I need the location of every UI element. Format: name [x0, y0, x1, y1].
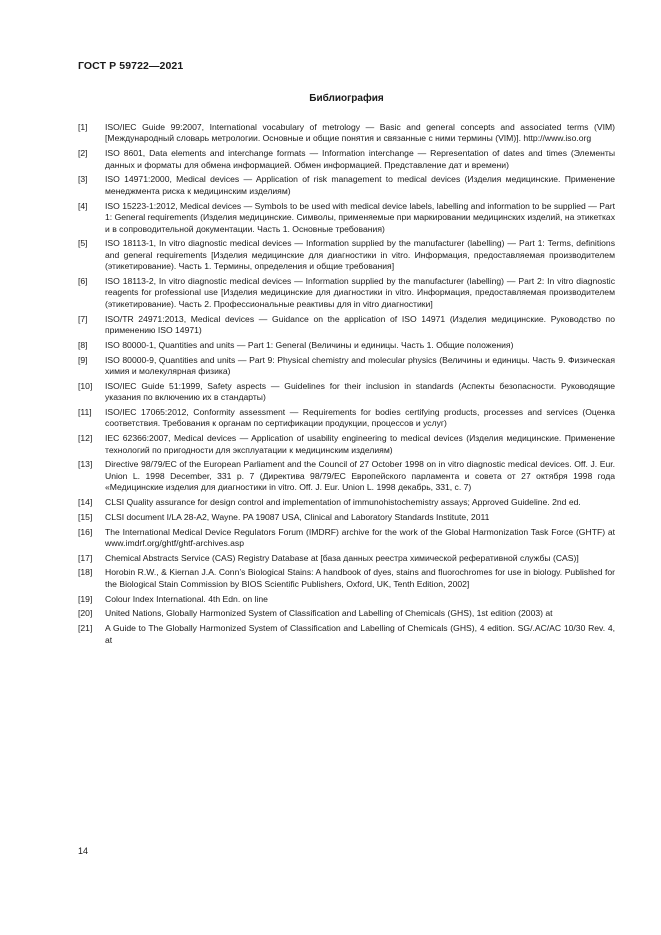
- entry-text: United Nations, Globally Harmonized System of Classification and Labelling of Chemicals (GHS), 1st edition (2003) at: [105, 608, 553, 619]
- entry-text: ISO 8601, Data elements and interchange formats — Information interchange — Representation of dates and times (Элементы данных и форматы для обмена информацией. Обмен информацией. Представление дат и времени): [105, 148, 615, 170]
- bibliography-entry: [78, 201, 615, 235]
- section-title: Библиография: [309, 93, 384, 104]
- entry-text: ISO/TR 24971:2013, Medical devices — Guidance on the application of ISO 14971 (Изделия медицинские. Руководство по применению ISO 14971): [105, 313, 615, 336]
- entry-number: [14]: [78, 497, 93, 507]
- entry-number: [5]: [78, 238, 88, 249]
- entry-text: ISO 80000-1, Quantities and units — Part 1: General (Величины и единицы. Часть 1. Общие положения): [105, 339, 514, 350]
- entry-number: [3]: [78, 174, 88, 185]
- entry-text: The International Medical Device Regulators Forum (IMDRF) archive for the work of the Global Harmonization Task Force (GHTF) at www.imdrf.org/ghtf/ghtf-archives.asp: [105, 526, 615, 548]
- entry-text: ISO 18113-1, In vitro diagnostic medical devices — Information supplied by the manufacturer (labelling) — Part 1: Terms, definitions and general requirements [Изделия медицинские для диагностики in vitro. Информация, предоставляемая производителем (этикетирование). Часть 1. Термины, определения и общие требования]: [105, 238, 615, 272]
- entry-text: ISO 14971:2000, Medical devices — Application of risk management to medical devices (Изделия медицинские. Применение менеджмента риска к медицинским изделиям): [105, 174, 615, 196]
- entry-number: [4]: [78, 200, 88, 211]
- page-number: 14: [78, 846, 89, 856]
- bibliography-entry: [78, 497, 615, 508]
- entry-text: ISO/IEC Guide 99:2007, International vocabulary of metrology — Basic and general concepts and associated terms (VIM) [Международный словарь метрологии. Основные и общие понятия и связанные с ними термины (VIM)]. http://www.iso.org: [105, 122, 615, 144]
- entry-text: ISO 18113-2, In vitro diagnostic medical devices — Information supplied by the manufacturer (labelling) — Part 2: In vitro diagnostic reagents for professional use [Изделия медицинские для диагностики in vitro. Информация, предоставляемая производителем (этикетирование). Часть 2. Профессиональные реактивы для in vitro диагностики]: [105, 275, 615, 309]
- bibliography-entry: [78, 122, 615, 145]
- entry-number: [6]: [78, 275, 88, 286]
- bibliography-entry: [78, 567, 615, 590]
- bibliography-entry: [78, 314, 615, 337]
- document-code: ГОСТ Р 59722—2021: [78, 60, 184, 72]
- entry-number: [17]: [78, 552, 93, 563]
- bibliography-entry: [78, 381, 615, 404]
- entry-number: [8]: [78, 339, 88, 350]
- entry-text: Horobin R.W., & Kiernan J.A. Conn’s Biological Stains: A handbook of dyes, stains and fluorochromes for use in biology. Published for the Biological Stain Commission by BIOS Scientific Publishers, Oxford, UK, Tenth Edition, 2002]: [105, 567, 615, 589]
- entry-text: ISO 15223-1:2012, Medical devices — Symbols to be used with medical device labels, labelling and information to be supplied — Part 1: General requirements (Изделия медицинские. Символы, применяемые при маркировании медицинских изделий, на этикетках и в сопроводительной документации. Часть 1. Основные требования): [105, 200, 615, 234]
- bibliography-entry: [78, 433, 615, 456]
- entry-number: [15]: [78, 511, 93, 522]
- bibliography-entry: [78, 459, 615, 493]
- entry-number: [9]: [78, 354, 88, 365]
- entry-number: [12]: [78, 433, 93, 444]
- entry-text: ISO/IEC Guide 51:1999, Safety aspects — Guidelines for their inclusion in standards (Аспекты безопасности. Руководящие указания по включению их в стандарты): [105, 380, 615, 403]
- entry-number: [10]: [78, 380, 93, 391]
- bibliography-entry: [78, 527, 615, 550]
- bibliography-entry: [78, 553, 615, 564]
- entry-number: [13]: [78, 459, 93, 470]
- entry-text: Chemical Abstracts Service (CAS) Registry Database at [база данных реестра химической реферативной службы (CAS)]: [105, 552, 579, 563]
- entry-number: [19]: [78, 593, 93, 604]
- bibliography-entry: [78, 276, 615, 310]
- entry-text: ISO/IEC 17065:2012, Conformity assessment — Requirements for bodies certifying products, processes and services (Оценка соответствия. Требования к органам по сертификации продукции, процессов и услуг): [105, 406, 615, 429]
- entry-text: A Guide to The Globally Harmonized System of Classification and Labelling of Chemicals (GHS), 4 edition. SG/.AC/AC 10/30 Rev. 4, at: [105, 623, 615, 645]
- entry-number: [1]: [78, 122, 88, 132]
- entry-number: [18]: [78, 567, 93, 578]
- entry-number: [7]: [78, 313, 88, 324]
- entry-number: [2]: [78, 148, 88, 159]
- entry-number: [11]: [78, 406, 92, 417]
- entry-text: Directive 98/79/EC of the European Parliament and the Council of 27 October 1998 on in vitro diagnostic medical devices. Off. J. Eur. Union L. 1998 December, 331 p. 7 (Директива 98/79/ЕС Европейского парламента и совета от 27 октября 1998 года «Медицинские изделия для диагностики in vitro. Off. J. Eur. Union L. 1998 декабрь, 331, с. 7): [105, 459, 615, 493]
- bibliography-entry: [78, 594, 615, 605]
- entry-number: [21]: [78, 623, 93, 634]
- bibliography-list: [78, 122, 615, 649]
- bibliography-entry: [78, 512, 615, 523]
- entry-text: CLSI Quality assurance for design control and implementation of immunohistochemistry assays; Approved Guideline. 2nd ed.: [105, 497, 581, 507]
- entry-number: [16]: [78, 526, 93, 537]
- bibliography-entry: [78, 608, 615, 619]
- bibliography-entry: [78, 340, 615, 351]
- bibliography-entry: [78, 623, 615, 646]
- bibliography-entry: [78, 238, 615, 272]
- bibliography-entry: [78, 355, 615, 378]
- entry-number: [20]: [78, 608, 93, 619]
- entry-text: CLSI document I/LA 28-A2, Wayne. PA 19087 USA, Clinical and Laboratory Standards Institute, 2011: [105, 511, 490, 522]
- entry-text: Colour Index International. 4th Edn. on line: [105, 593, 268, 604]
- bibliography-entry: [78, 174, 615, 197]
- bibliography-entry: [78, 407, 615, 430]
- bibliography-entry: [78, 148, 615, 171]
- entry-text: ISO 80000-9, Quantities and units — Part 9: Physical chemistry and molecular physics (Величины и единицы. Часть 9. Физическая химия и молекулярная физика): [105, 354, 615, 376]
- entry-text: IEC 62366:2007, Medical devices — Application of usability engineering to medical devices (Изделия медицинские. Применение технологий по пригодности для эксплуатации к медицинским изделиям): [105, 433, 615, 455]
